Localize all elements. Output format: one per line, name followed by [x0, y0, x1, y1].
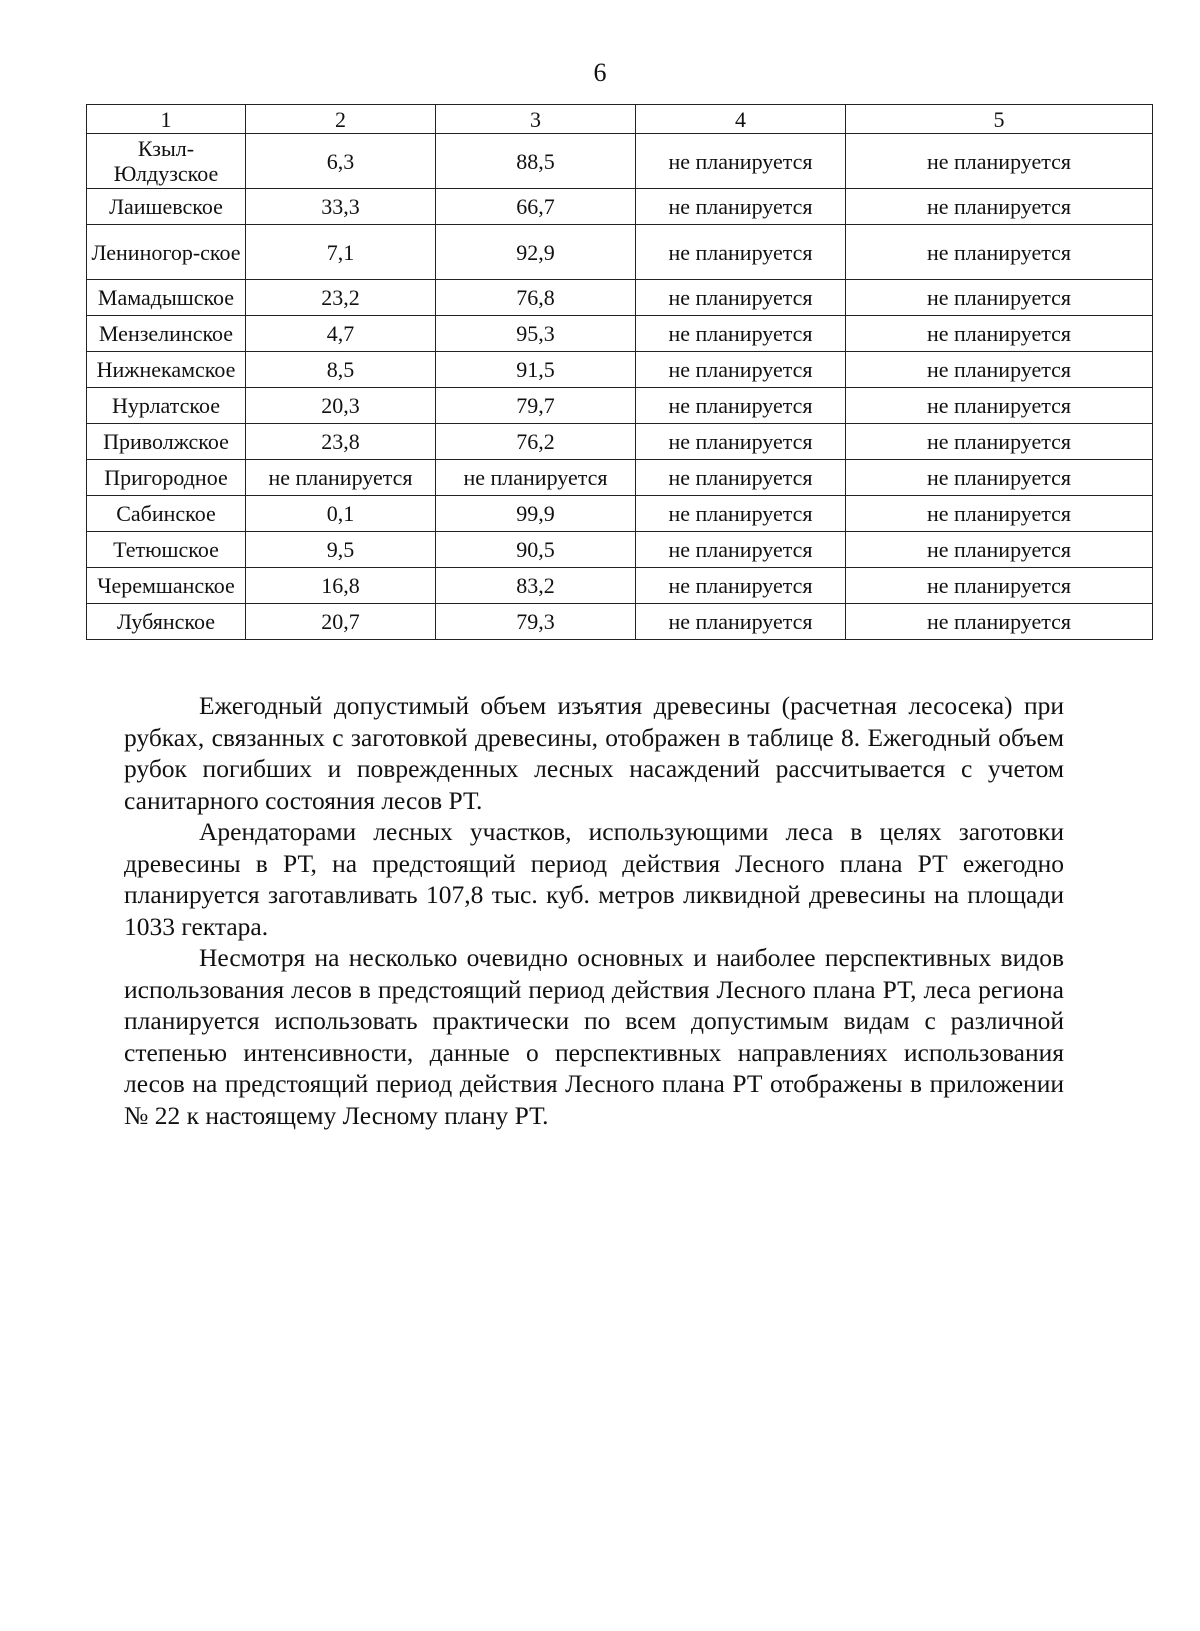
table-cell: не планируется [846, 225, 1153, 280]
table-row [87, 134, 1153, 189]
table-row [87, 316, 1153, 352]
table-cell: 23,2 [246, 280, 436, 316]
table-cell: не планируется [636, 496, 846, 532]
table-cell: не планируется [636, 604, 846, 640]
table-cell: не планируется [846, 460, 1153, 496]
table-cell: 0,1 [246, 496, 436, 532]
column-header: 2 [246, 105, 436, 134]
forestry-name-cell: Нурлатское [87, 388, 246, 424]
table-row [87, 424, 1153, 460]
table-cell: не планируется [636, 532, 846, 568]
table-cell: 7,1 [246, 225, 436, 280]
table-cell: 16,8 [246, 568, 436, 604]
table-row [87, 388, 1153, 424]
table-cell: не планируется [636, 225, 846, 280]
forestry-name-cell: Лубянское [87, 604, 246, 640]
table-cell: не планируется [636, 460, 846, 496]
column-header: 5 [846, 105, 1153, 134]
table-cell: 90,5 [436, 532, 636, 568]
table-cell: не планируется [636, 568, 846, 604]
table-cell: не планируется [636, 134, 846, 189]
table-cell: не планируется [636, 316, 846, 352]
forestry-name-cell: Кзыл-Юлдузское [87, 134, 246, 189]
table-cell: не планируется [436, 460, 636, 496]
table-cell: 83,2 [436, 568, 636, 604]
table-row [87, 189, 1153, 225]
forestry-name-cell: Нижнекамское [87, 352, 246, 388]
table-cell: не планируется [846, 280, 1153, 316]
column-header: 1 [87, 105, 246, 134]
table-cell: не планируется [636, 280, 846, 316]
table-cell: не планируется [846, 316, 1153, 352]
table-cell: 9,5 [246, 532, 436, 568]
table-cell: 20,3 [246, 388, 436, 424]
forestry-name-cell: Лаишевское [87, 189, 246, 225]
table-cell: 92,9 [436, 225, 636, 280]
table-cell: не планируется [636, 189, 846, 225]
page-number: 6 [593, 58, 607, 87]
table-cell: не планируется [846, 496, 1153, 532]
forestry-name-cell: Лениногор-ское [87, 225, 246, 280]
table-cell: 76,8 [436, 280, 636, 316]
table-row [87, 604, 1153, 640]
table-cell: не планируется [246, 460, 436, 496]
table-cell: 20,7 [246, 604, 436, 640]
column-header: 4 [636, 105, 846, 134]
paragraph: Арендаторами лесных участков, использующими леса в целях заготовки древесины в РТ, на предстоящий период действия Лесного плана РТ ежегодно планируется заготавливать 107,8 тыс. куб. метров ликвидной древесины на площади 1033 гектара. [124, 817, 1064, 941]
body-text [124, 690, 1064, 1131]
paragraph: Несмотря на несколько очевидно основных и наиболее перспективных видов использования лесов в предстоящий период действия Лесного плана РТ, леса региона планируется использовать практически по всем допустимым видам с различной степенью интенсивности, данные о перспективных направлениях использования лесов на предстоящий период действия Лесного плана РТ отображены в приложении № 22 к настоящему Лесному плану РТ. [124, 943, 1064, 1130]
table-row [87, 532, 1153, 568]
table-cell: 6,3 [246, 134, 436, 189]
forestry-name-cell: Черемшанское [87, 568, 246, 604]
forestry-name-cell: Пригородное [87, 460, 246, 496]
table-row [87, 496, 1153, 532]
table-cell: не планируется [846, 532, 1153, 568]
table-cell: 79,3 [436, 604, 636, 640]
table-row [87, 352, 1153, 388]
table-cell: 8,5 [246, 352, 436, 388]
table-cell: 76,2 [436, 424, 636, 460]
table-cell: 4,7 [246, 316, 436, 352]
table-cell: 95,3 [436, 316, 636, 352]
table-cell: 99,9 [436, 496, 636, 532]
forestry-name-cell: Мензелинское [87, 316, 246, 352]
table-cell: не планируется [846, 604, 1153, 640]
column-header: 3 [436, 105, 636, 134]
table-header-row [87, 105, 1153, 134]
table-row [87, 225, 1153, 280]
forestry-name-cell: Сабинское [87, 496, 246, 532]
table-cell: не планируется [846, 134, 1153, 189]
table-row [87, 460, 1153, 496]
paragraph: Ежегодный допустимый объем изъятия древесины (расчетная лесосека) при рубках, связанных с заготовкой древесины, отображен в таблице 8. Ежегодный объем рубок погибших и поврежденных лесных насаждений рассчитывается с учетом санитарного состояния лесов РТ. [124, 691, 1064, 815]
table-row [87, 568, 1153, 604]
forestry-name-cell: Мамадышское [87, 280, 246, 316]
table-cell: не планируется [636, 424, 846, 460]
table-cell: 66,7 [436, 189, 636, 225]
table-cell: не планируется [636, 352, 846, 388]
table-cell: не планируется [846, 424, 1153, 460]
forestry-name-cell: Приволжское [87, 424, 246, 460]
forestry-name-cell: Тетюшское [87, 532, 246, 568]
table-cell: 33,3 [246, 189, 436, 225]
table-cell: 91,5 [436, 352, 636, 388]
table-cell: не планируется [846, 189, 1153, 225]
table-cell: 88,5 [436, 134, 636, 189]
table-cell: не планируется [636, 388, 846, 424]
table-cell: не планируется [846, 352, 1153, 388]
table-cell: не планируется [846, 388, 1153, 424]
table-cell: 23,8 [246, 424, 436, 460]
table-row [87, 280, 1153, 316]
forest-use-table [86, 104, 1153, 640]
table-cell: не планируется [846, 568, 1153, 604]
table-cell: 79,7 [436, 388, 636, 424]
